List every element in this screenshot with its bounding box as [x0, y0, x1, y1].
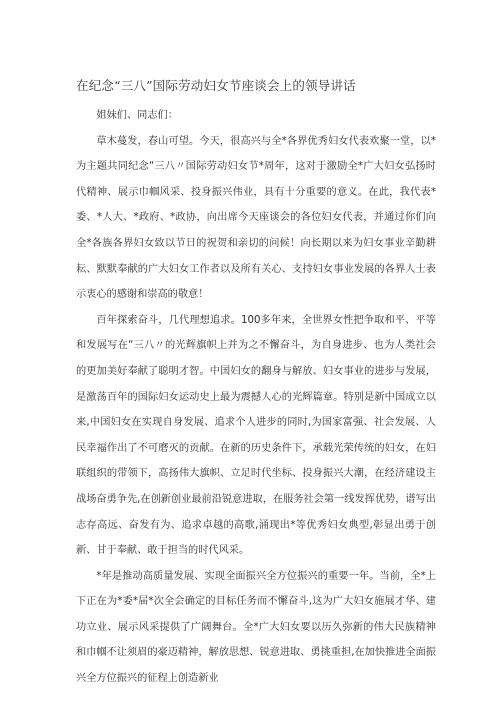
salutation-paragraph: 姐妹们、同志们：	[96, 110, 178, 121]
opening-paragraph: 草木蔓发，春山可望。今天，很高兴与全*各界优秀妇女代表欢聚一堂，以*为主题共同纪念“三八〃国际劳动妇女节*周年，这对于激励全*广大妇女弘扬时代精神、展示巾帼风采、投身振兴伟业，具有十分重要的意义。在此，我代表*委、*人大、*政府、*政协，向出席今天座谈会的各位妇女代表，并通过你们向全*各族各界妇女致以节日的祝贺和亲切的问候！向长期以来为妇女事业辛勤耕耘、默默奉献的广大妇女工作者以及所有关心、支持妇女事业发展的各界人士表示衷心的感谢和崇高的敬意！	[76, 135, 436, 301]
history-paragraph: 百年探索奋斗，几代理想追求。100多年来，全世界女性把争取和平、平等和发展写在“三八〃的光辉旗帜上并为之不懈奋斗，为自身进步、也为人类社会的更加美好奉献了聪明才智。中国妇女的翻身与解放、妇女事业的进步与发展，是激荡百年的国际妇女运动史上最为震撼人心的光辉篇章。特别是新中国成立以来,中国妇女在实现自身发展、追求个人进步的同时,为国家富强、社会发展、人民幸福作出了不可磨灭的贡献。在新的历史条件下，承载光荣传统的妇女，在妇联组织的带领下，高扬伟大旗帜、立足时代坐标、投身振兴大潮，在经济建设主战场奋勇争先,在创新创业最前沿锐意进取，在服务社会第一线发挥优势，谱写出志存高远、奋发有为、追求卓越的高歌,涌现出*等优秀妇女典型,彰显出勇于创新、甘于奉献、敢于担当的时代风采。	[76, 314, 436, 557]
development-paragraph: *年是推动高质量发展、实现全面振兴全方位振兴的重要一年。当前，全*上下正在为*委*届*次全会确定的目标任务而不懈奋斗,这为广大妇女施展才华、建功立业、展示风采提供了广阔舞台。全*广大妇女要以历久弥新的伟大民族精神和巾帼不让须眉的豪迈精神，解放思想、锐意进取、勇挑重担,在加快推进全面振兴全方位振兴的征程上创造新业	[76, 570, 436, 685]
document-body	[76, 103, 436, 692]
document-title: 在纪念“三八”国际劳动妇女节座谈会上的领导讲话	[76, 78, 356, 93]
